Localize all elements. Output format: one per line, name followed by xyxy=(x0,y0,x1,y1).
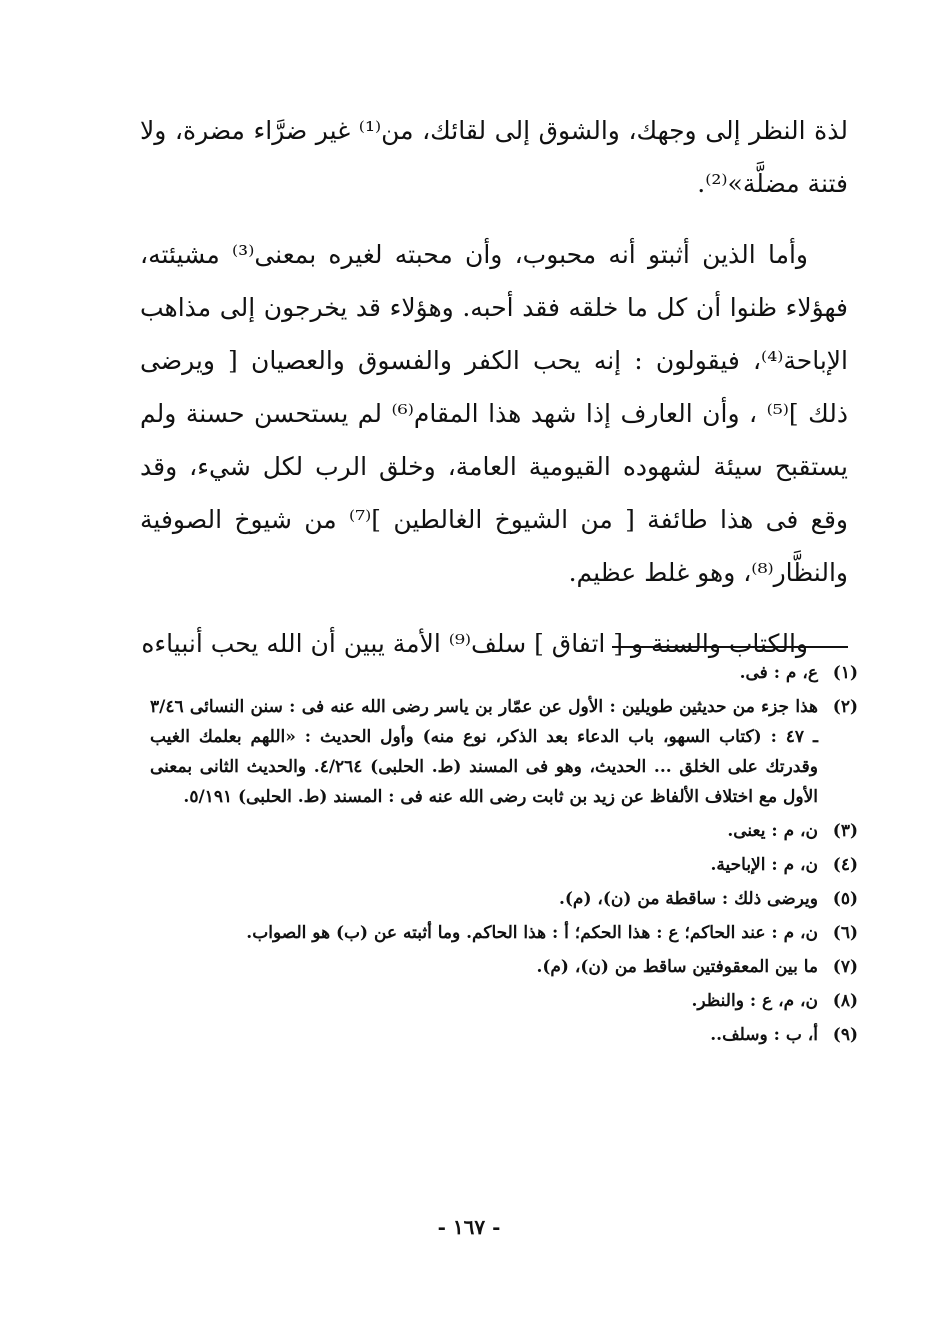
paragraph-2: وأما الذين أثبتو أنه محبوب، وأن محبته لغيره بمعنى⁽³⁾ مشيئته، فهؤلاء ظنوا أن كل ما خلقه فقد أحبه. وهؤلاء قد يخرجون إلى مذاهب الإباحة⁽⁴⁾، فيقولون : إنه يحب الكفر والفسوق والعصيان [ ويرضى ذلك ]⁽⁵⁾ ، وأن العارف إذا شهد هذا المقام⁽⁶⁾ لم يستحسن حسنة ولم يستقبح سيئة لشهوده القيومية العامة، وخلق الرب لكل شيء، وقد وقع فى هذا طائفة [ من الشيوخ الغالطين ]⁽⁷⁾ من شيوخ الصوفية والنظَّار⁽⁸⁾، وهو غلط عظيم. xyxy=(140,240,848,587)
footnote-text: ن، م : الإباحية. xyxy=(710,855,818,875)
footnote-number: (٦) xyxy=(832,923,858,943)
footnote-number: (١) xyxy=(832,663,858,683)
footnote-text: ع، م : فى. xyxy=(739,663,818,683)
footnote-7 xyxy=(150,952,858,982)
footnote-number: (٧) xyxy=(832,957,858,977)
footnote-5 xyxy=(150,884,858,914)
footnote-text: ما بين المعقوفتين ساقط من (ن)، (م). xyxy=(536,957,818,977)
footnote-text: هذا جزء من حديثين طويلين : الأول عن عمّار بن ياسر رضى الله عنه فى : سنن النسائى ٣/٤٦ ـ ٤٧ : (كتاب السهو، باب الدعاء بعد الذكر، نوع منه) وأول الحديث : «اللهم بعلمك الغيب وقدرتك على الخلق ... الحديث، وهو فى المسند (ط. الحلبى) ٤/٢٦٤. والحديث الثانى بمعنى الأول مع اختلاف الألفاظ عن زيد بن ثابت رضى الله عنه فى : المسند (ط. الحلبى) ٥/١٩١. xyxy=(150,697,819,807)
paragraph-3: والكتاب والسنة و [ اتفاق ] سلف⁽⁹⁾ الأمة يبين أن الله يحب أنبياءه xyxy=(141,629,808,658)
footnote-text: ويرضى ذلك : ساقطة من (ن)، (م). xyxy=(558,889,818,909)
footnote-6 xyxy=(150,918,858,948)
footnote-number: (٨) xyxy=(832,991,858,1011)
footnotes xyxy=(150,654,858,1050)
footnote-2 xyxy=(150,692,858,812)
footnote-text: أ، ب : وسلف.. xyxy=(710,1025,818,1045)
footnote-4 xyxy=(150,850,858,880)
footnote-number: (٣) xyxy=(832,821,858,841)
footnote-text: ن، م : عند الحاكم؛ ع : هذا الحكم؛ أ : هذا الحاكم. وما أثبته عن (ب) هو الصواب. xyxy=(246,923,818,943)
footnote-number: (٩) xyxy=(832,1025,858,1045)
footnote-separator xyxy=(612,646,848,648)
footnote-8 xyxy=(150,986,858,1016)
footnote-number: (٥) xyxy=(832,889,858,909)
footnote-1 xyxy=(150,658,858,688)
footnote-text: ن، م، ع : والنظر. xyxy=(691,991,818,1011)
footnote-number: (٢) xyxy=(832,697,858,717)
footnote-text: ن، م : يعنى. xyxy=(727,821,818,841)
main-text xyxy=(140,104,848,670)
page-number: - ١٦٧ - xyxy=(437,1215,501,1239)
paragraph-1: لذة النظر إلى وجهك، والشوق إلى لقائك، من⁽¹⁾ غير ضرَّاء مضرة، ولا فتنة مضلَّة»⁽²⁾. xyxy=(140,116,848,198)
footnote-number: (٤) xyxy=(832,855,858,875)
footnote-3 xyxy=(150,816,858,846)
footnote-9 xyxy=(150,1020,858,1050)
